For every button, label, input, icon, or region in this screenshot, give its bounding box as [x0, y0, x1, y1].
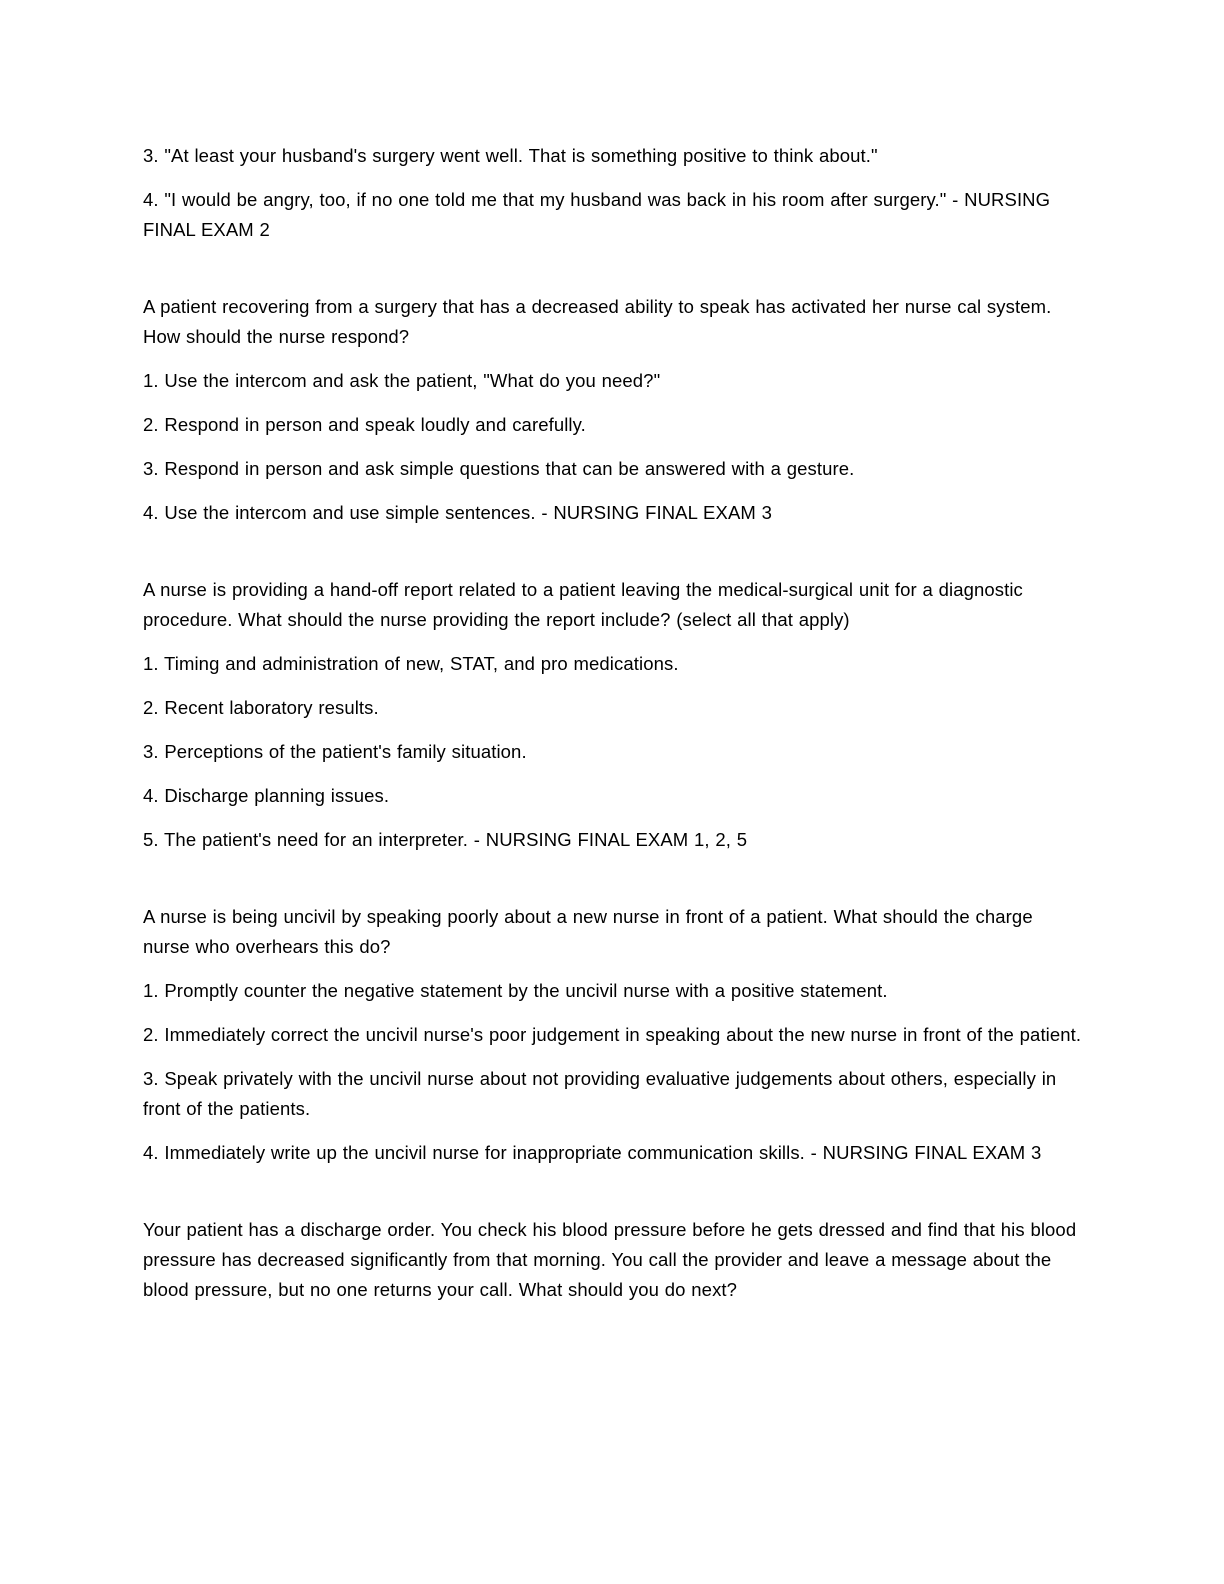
paragraph: 1. Timing and administration of new, STAT, and pro medications.: [143, 653, 679, 674]
paragraph: 4. "I would be angry, too, if no one told me that my husband was back in his room after surgery." - NURSING FINAL EXAM 2: [143, 189, 1051, 240]
paragraph: 3. Respond in person and ask simple questions that can be answered with a gesture.: [143, 458, 855, 479]
paragraph: 3. Speak privately with the uncivil nurse about not providing evaluative judgements about others, especially in front of the patients.: [143, 1068, 1057, 1119]
paragraph: Your patient has a discharge order. You check his blood pressure before he gets dressed and find that his blood pressure has decreased significantly from that morning. You call the provider and leave a message about the blood pressure, but no one returns your call. What should you do next?: [143, 1219, 1077, 1300]
paragraph: 4. Use the intercom and use simple sentences. - NURSING FINAL EXAM 3: [143, 502, 773, 523]
paragraph: 2. Immediately correct the uncivil nurse's poor judgement in speaking about the new nurse in front of the patient.: [143, 1024, 1082, 1045]
paragraph: 1. Use the intercom and ask the patient, "What do you need?": [143, 370, 661, 391]
paragraph: 3. "At least your husband's surgery went well. That is something positive to think about.": [143, 145, 878, 166]
paragraph: A patient recovering from a surgery that has a decreased ability to speak has activated her nurse cal system. How should the nurse respond?: [143, 296, 1052, 347]
paragraph: 2. Respond in person and speak loudly and carefully.: [143, 414, 586, 435]
paragraph: A nurse is being uncivil by speaking poorly about a new nurse in front of a patient. What should the charge nurse who overhears this do?: [143, 906, 1033, 957]
paragraph: 4. Immediately write up the uncivil nurse for inappropriate communication skills. - NURSING FINAL EXAM 3: [143, 1142, 1042, 1163]
paragraph: 1. Promptly counter the negative statement by the uncivil nurse with a positive statement.: [143, 980, 888, 1001]
paragraph: 2. Recent laboratory results.: [143, 697, 379, 718]
paragraph: 3. Perceptions of the patient's family situation.: [143, 741, 527, 762]
paragraph: A nurse is providing a hand-off report related to a patient leaving the medical-surgical unit for a diagnostic procedure. What should the nurse providing the report include? (select all that apply): [143, 579, 1023, 630]
paragraph: 5. The patient's need for an interpreter. - NURSING FINAL EXAM 1, 2, 5: [143, 829, 748, 850]
paragraph: 4. Discharge planning issues.: [143, 785, 390, 806]
